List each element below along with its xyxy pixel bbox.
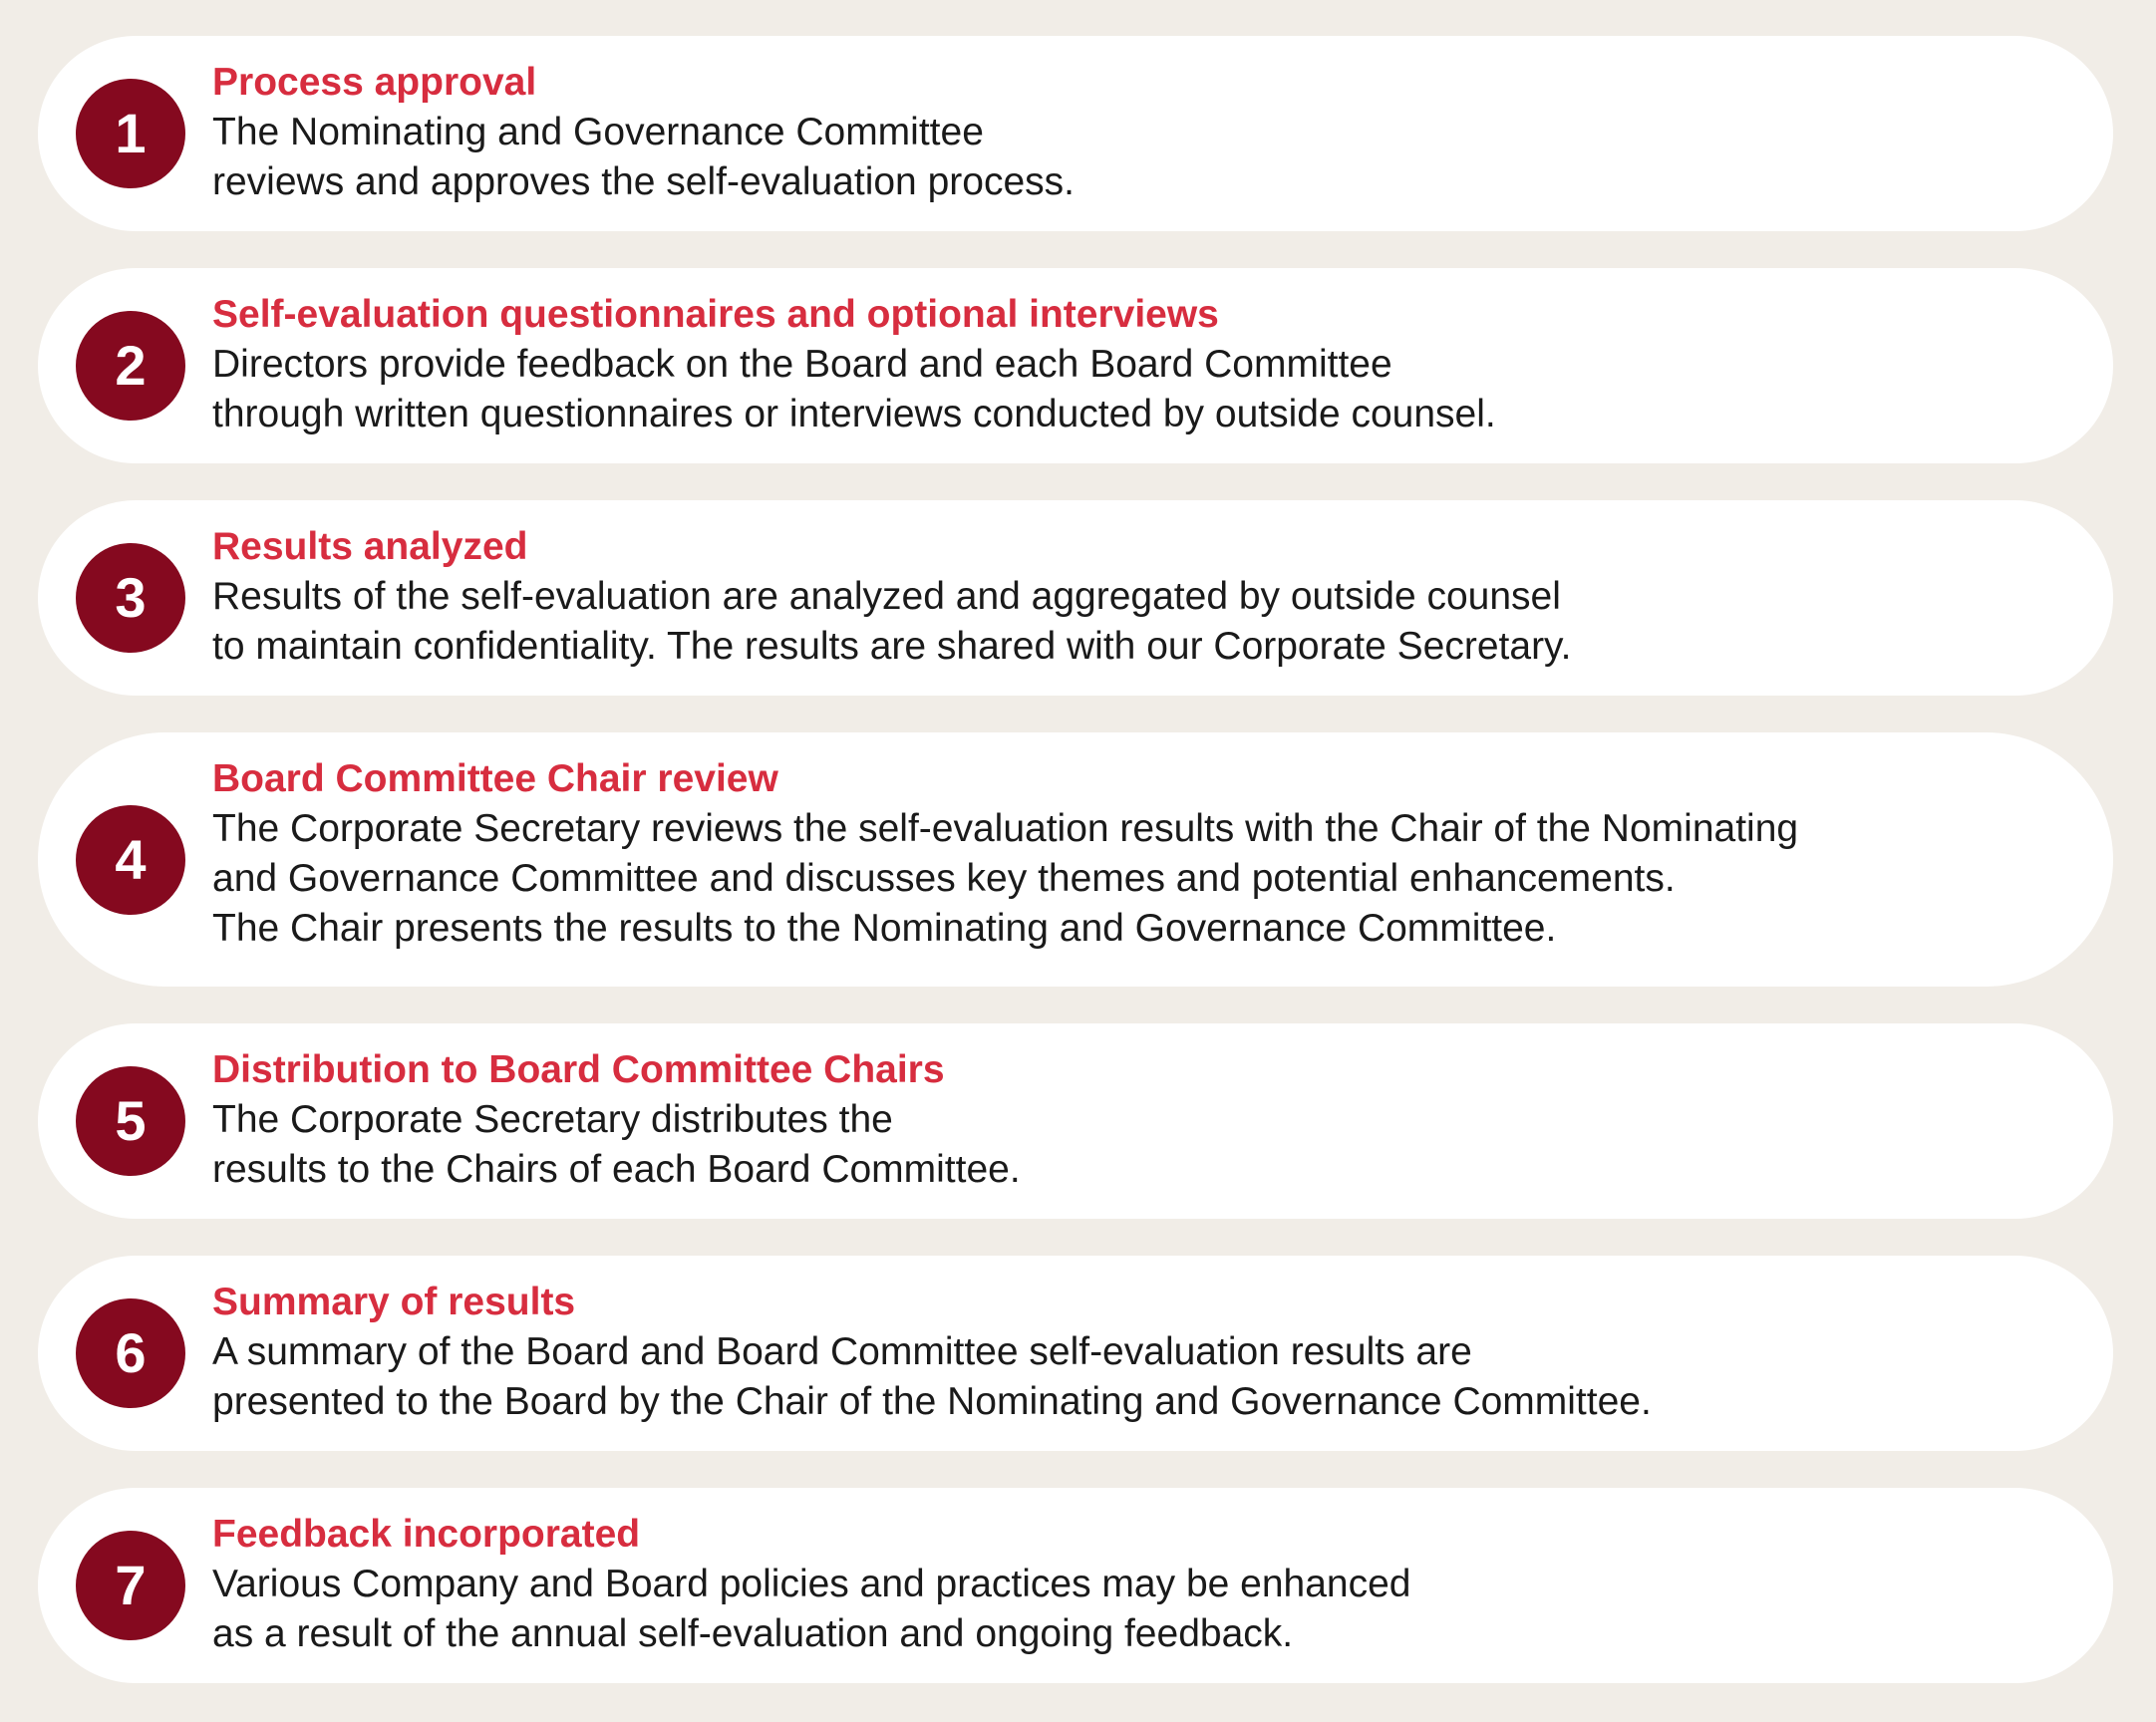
step-description-line: A summary of the Board and Board Committee self-evaluation results are — [212, 1330, 1472, 1373]
step-description-line: as a result of the annual self-evaluation and ongoing feedback. — [212, 1612, 1294, 1655]
step-description-line: Various Company and Board policies and practices may be enhanced — [212, 1563, 1411, 1605]
step-title: Board Committee Chair review — [212, 757, 778, 800]
step-title: Process approval — [212, 61, 537, 104]
step-card — [38, 732, 2113, 987]
step-title: Distribution to Board Committee Chairs — [212, 1048, 945, 1091]
step-number-badge: 6 — [76, 1298, 185, 1408]
step-text — [212, 58, 2053, 207]
step-description-line: The Nominating and Governance Committee — [212, 111, 984, 153]
step-number-badge: 3 — [76, 543, 185, 653]
step-title: Results analyzed — [212, 525, 528, 568]
step-text — [212, 1045, 2053, 1195]
step-card — [38, 1256, 2113, 1451]
step-description-line: The Chair presents the results to the Nominating and Governance Committee. — [212, 907, 1557, 950]
step-description-line: The Corporate Secretary distributes the — [212, 1098, 893, 1141]
step-title: Summary of results — [212, 1281, 576, 1323]
step-text — [212, 290, 2053, 439]
step-description-line: through written questionnaires or interviews conducted by outside counsel. — [212, 393, 1496, 435]
step-card — [38, 36, 2113, 231]
step-text — [212, 1510, 2053, 1659]
step-title: Self-evaluation questionnaires and optional interviews — [212, 293, 1219, 336]
step-card — [38, 268, 2113, 463]
step-text — [212, 522, 2053, 672]
step-number-badge: 7 — [76, 1531, 185, 1640]
step-description-line: Results of the self-evaluation are analyzed and aggregated by outside counsel — [212, 575, 1561, 618]
step-description-line: reviews and approves the self-evaluation process. — [212, 160, 1075, 203]
step-description-line: and Governance Committee and discusses key themes and potential enhancements. — [212, 857, 1676, 900]
step-number-badge: 4 — [76, 805, 185, 915]
step-text — [212, 754, 2053, 954]
step-description-line: Directors provide feedback on the Board and each Board Committee — [212, 343, 1392, 386]
step-number-badge: 5 — [76, 1066, 185, 1176]
step-title: Feedback incorporated — [212, 1513, 641, 1556]
step-text — [212, 1278, 2053, 1427]
step-card — [38, 500, 2113, 696]
step-description-line: results to the Chairs of each Board Committee. — [212, 1148, 1021, 1191]
step-card — [38, 1488, 2113, 1683]
step-number-badge: 2 — [76, 311, 185, 421]
step-card — [38, 1023, 2113, 1219]
step-number-badge: 1 — [76, 79, 185, 188]
step-description-line: presented to the Board by the Chair of the Nominating and Governance Committee. — [212, 1380, 1652, 1423]
step-description-line: The Corporate Secretary reviews the self-evaluation results with the Chair of the Nominating — [212, 807, 1799, 850]
step-description-line: to maintain confidentiality. The results are shared with our Corporate Secretary. — [212, 625, 1572, 668]
